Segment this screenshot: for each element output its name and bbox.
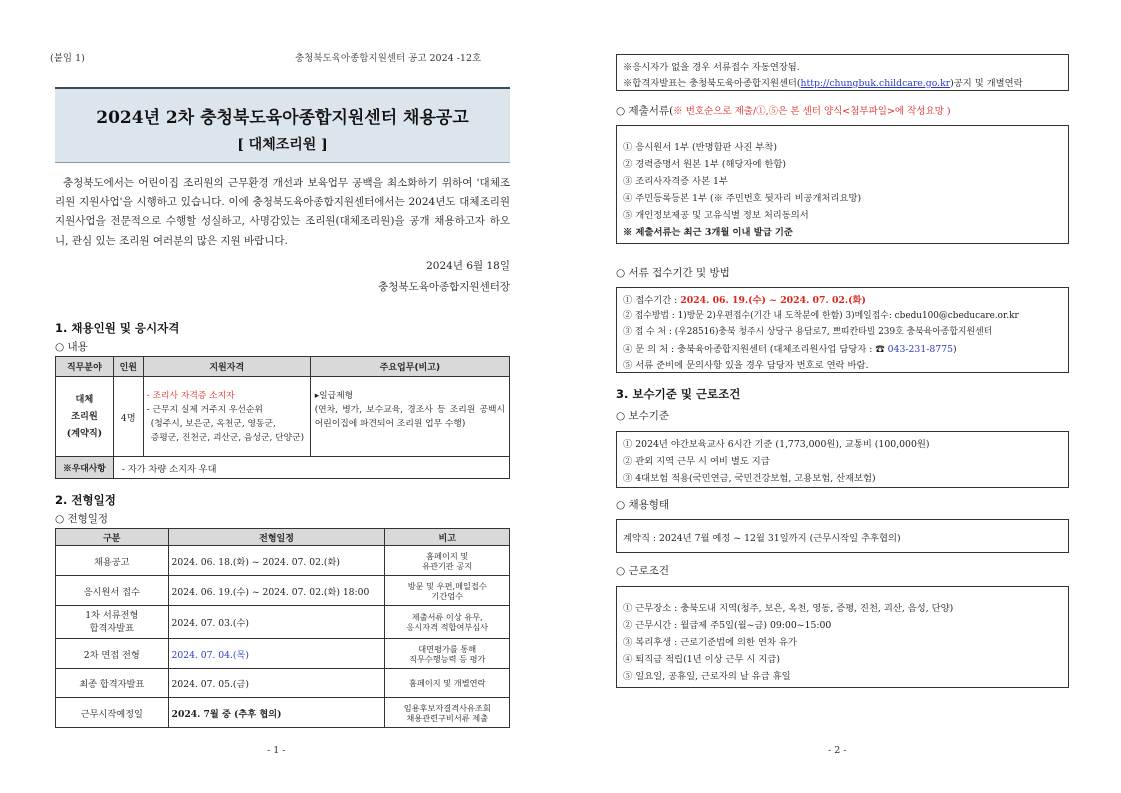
- note-line: 대면평가를 통해: [418, 643, 477, 654]
- notice-number: 충청북도육아종합지원센터 공고 2024 -12호: [295, 53, 482, 64]
- list-item: ② 근무시간 : 월급제 주5일(월~금) 09:00~15:00: [623, 620, 832, 631]
- table-row: [56, 576, 510, 606]
- duties: [310, 377, 509, 457]
- type-heading: ○ 채용형태: [616, 499, 670, 511]
- date-cell: 2024. 06. 19.(수) ~ 2024. 07. 02.(화) 18:00: [168, 576, 385, 606]
- stage-cell: 최종 합격자발표: [56, 669, 169, 698]
- col-header: 인원: [113, 357, 143, 377]
- col-header: 주요업무(비고): [310, 357, 509, 377]
- list-item: [623, 292, 866, 306]
- stage-cell: 채용공고: [56, 546, 169, 576]
- note-line: [623, 75, 1023, 89]
- qualification-line: - 조리사 자격증 소지자: [146, 390, 235, 401]
- notes-box: [616, 54, 1069, 91]
- section2-sub: ○ 전형일정: [55, 513, 109, 525]
- section1-heading: 1. 채용인원 및 응시자격: [55, 321, 180, 335]
- attachment-label: (붙임 1): [50, 53, 85, 64]
- headcount: 4명: [113, 377, 143, 457]
- table-row: [56, 669, 510, 698]
- date-cell: 2024. 07. 03.(수): [168, 606, 385, 639]
- note-line: 기간엄수: [431, 590, 464, 601]
- job-field: [56, 377, 114, 457]
- stage-cell: 2차 면접 전형: [56, 639, 169, 669]
- preference-value: - 자가 차량 소지자 우대: [113, 457, 509, 479]
- title-box: [55, 87, 510, 163]
- note-line: 방문 및 우편,메일접수: [407, 580, 487, 591]
- docs-box: [616, 125, 1069, 244]
- stage-cell: 근무시작예정일: [56, 698, 169, 728]
- list-item: ④ 주민등록등본 1부 (※ 주민번호 뒷자리 비공개처리요망): [623, 193, 862, 204]
- note-cell: [385, 576, 510, 606]
- col-header: 지원자격: [143, 357, 310, 377]
- list-item: ③ 조리사자격증 사본 1부: [623, 176, 728, 187]
- receipt-label: ① 접수기간 :: [623, 295, 681, 306]
- list-item: ② 경력증명서 원본 1부 (해당자에 한함): [623, 159, 786, 170]
- page-1: [0, 0, 560, 793]
- pay-heading: ○ 보수기준: [616, 410, 670, 422]
- section1-sub: ○ 내용: [55, 341, 88, 353]
- col-header: 전형일정: [168, 529, 385, 546]
- docs-heading-note: ※ 번호순으로 제출/①,⑤은 본 센터 양식<첨부파일>에 작성요망 ): [673, 106, 951, 117]
- receipt-contact: ④ 문 의 처 : 충북육아종합지원센터 (대체조리원사업 담당자 : ☎: [623, 344, 888, 355]
- stage-cell: 응시원서 접수: [56, 576, 169, 606]
- schedule-table: [55, 528, 510, 728]
- qualification-line: (청주시, 보은군, 옥천군, 영동군,: [150, 418, 276, 429]
- receipt-period: 2024. 06. 19.(수) ~ 2024. 07. 02.(화): [680, 295, 866, 306]
- note-line: 제출서류 이상 유무,: [411, 612, 483, 622]
- list-item: ⑤ 서류 준비에 문의사항 있을 경우 담당자 번호로 연락 바람.: [623, 360, 869, 371]
- note-text: ※합격자발표는 충청북도육아종합지원센터(: [623, 78, 801, 89]
- qualification-line: - 근무지 실제 거주지 우선순위: [146, 404, 263, 415]
- list-item: ③ 접 수 처 : (우28516)충북 청주시 상당구 용담로7, 쁘띠칸타빌 239호 충북육아종합지원센터: [623, 327, 993, 337]
- table-row: [56, 639, 510, 669]
- list-item: [623, 341, 957, 355]
- conditions-box: [616, 586, 1069, 688]
- pay-box: [616, 431, 1069, 488]
- docs-heading: [616, 103, 951, 118]
- col-header: 구분: [56, 529, 169, 546]
- list-item: ① 2024년 야간보육교사 6시간 기준 (1,773,000원), 교통비 (100,000원): [623, 439, 930, 450]
- note-cell: [385, 639, 510, 669]
- list-item: ② 접수방법 : 1)방문 2)우편접수(기간 내 도착분에 한함) 3)메일접수: cbedu100@cbeducare.or.kr: [623, 311, 1019, 321]
- stage-line: 1차 서류전형: [85, 610, 139, 621]
- note-line: 유관기관 공지: [422, 560, 473, 571]
- stage-cell: [56, 606, 169, 639]
- receipt-contact-end: ): [953, 344, 957, 355]
- docs-heading-text: ○ 제출서류(: [616, 105, 674, 117]
- docs-note: ※ 제출서류는 최근 3개월 이내 발급 기준: [623, 227, 793, 238]
- list-item: ① 응시원서 1부 (반명함판 사진 부착): [623, 142, 777, 153]
- list-item: ④ 퇴직금 적립(1년 이상 근무 시 지급): [623, 654, 780, 665]
- receipt-box: [616, 287, 1069, 373]
- qualification-line: 증평군, 진천군, 괴산군, 음성군, 단양군): [150, 432, 305, 443]
- conditions-heading: ○ 근로조건: [616, 565, 670, 577]
- date-cell: 2024. 07. 04.(목): [168, 639, 385, 669]
- list-item: ③ 복리후생 : 근로기준법에 의한 연차 유가: [623, 637, 797, 648]
- table-row: [56, 698, 510, 728]
- note-line: 응시자격 적합여부심사: [406, 622, 489, 632]
- type-box: [616, 519, 1069, 553]
- note-line: ※응시자가 없을 경우 서류접수 자동연장됨.: [623, 62, 800, 73]
- note-line: 임용후보자결격사유조회: [403, 702, 491, 713]
- date-cell: 2024. 06. 18.(화) ~ 2024. 07. 02.(화): [168, 546, 385, 576]
- section2-heading: 2. 전형일정: [55, 493, 116, 507]
- list-item: ① 근무장소 : 충북도내 지역(청주, 보은, 옥천, 영동, 증평, 진천, 괴산, 음성, 단양): [623, 603, 954, 614]
- col-header: 비고: [385, 529, 510, 546]
- table-row: [56, 606, 510, 639]
- duty-body: (연차, 병가, 보수교육, 경조사 등 조리원 공백시 어린이집에 파견되어 조리원 업무 수행): [314, 405, 505, 429]
- list-item: ⑤ 일요일, 공휴일, 근로자의 날 유급 휴일: [623, 671, 791, 682]
- note-cell: [385, 698, 510, 728]
- page-subtitle: [ 대체조리원 ]: [237, 137, 328, 153]
- duty-title: ▸일급제형: [314, 391, 354, 401]
- note-line: 채용관련구비서류 제출: [406, 712, 489, 723]
- notice-date: 2024년 6월 18일: [426, 260, 510, 272]
- page-number: - 1 -: [267, 745, 286, 756]
- stage-line: 합격자발표: [89, 623, 134, 634]
- job-field-line: 조리원: [71, 411, 98, 422]
- list-item: ③ 4대보험 적용(국민연금, 국민건강보험, 고용보험, 산재보험): [623, 473, 876, 484]
- note-cell: [385, 606, 510, 639]
- table-row: [56, 546, 510, 576]
- date-cell: 2024. 7월 중 (추후 협의): [168, 698, 385, 728]
- intro-paragraph: 충청북도에서는 어린이집 조리원의 근무환경 개선과 보육업무 공백을 최소화하기 위하여 '대체조리원 지원사업'을 시행하고 있습니다. 이에 충청북도육아종합지원센터에서는 2024년도 대체조리원 지원사업을 전문적으로 수행할 성실하고, 사명감있는 조리원(대체조리원)을 공개 채용하고자 하오니, 관심 있는 조리원 여러분의 많은 지원 바랍니다.: [55, 177, 510, 247]
- job-field-line: (계약직): [66, 428, 103, 439]
- page-2: [561, 0, 1121, 793]
- job-field-line: 대체: [75, 394, 94, 405]
- note-line: 직무수행능력 등 평가: [409, 653, 486, 664]
- receipt-heading: ○ 서류 접수기간 및 방법: [616, 267, 730, 279]
- section3-heading: 3. 보수기준 및 근로조건: [616, 387, 741, 401]
- col-header: 직무분야: [56, 357, 114, 377]
- phone-number: 043-231-8775: [887, 344, 954, 355]
- date-cell: 2024. 07. 05.(금): [168, 669, 385, 698]
- qualifications: [143, 377, 310, 457]
- list-item: ② 관외 지역 근무 시 여비 별도 지급: [623, 456, 770, 467]
- note-cell: 홈페이지 및 개별연락: [385, 669, 510, 698]
- note-cell: [385, 546, 510, 576]
- page-title: 2024년 2차 충청북도육아종합지원센터 채용공고: [96, 108, 469, 128]
- preference-label: ※우대사항: [56, 457, 114, 479]
- note-text: )공지 및 개별연락: [950, 78, 1023, 89]
- note-line: 홈페이지 및: [426, 550, 469, 561]
- contract-type: 계약직 : 2024년 7월 예정 ~ 12월 31일까지 (근무시작일 추후협의): [623, 533, 901, 544]
- homepage-link[interactable]: http://chungbuk.childcare.go.kr: [800, 78, 951, 89]
- list-item: ⑤ 개인정보제공 및 고유식별 정보 처리동의서: [623, 210, 809, 221]
- eligibility-table: [55, 356, 510, 479]
- signatory: 충청북도육아종합지원센터장: [378, 281, 510, 293]
- page-number: - 2 -: [828, 745, 847, 756]
